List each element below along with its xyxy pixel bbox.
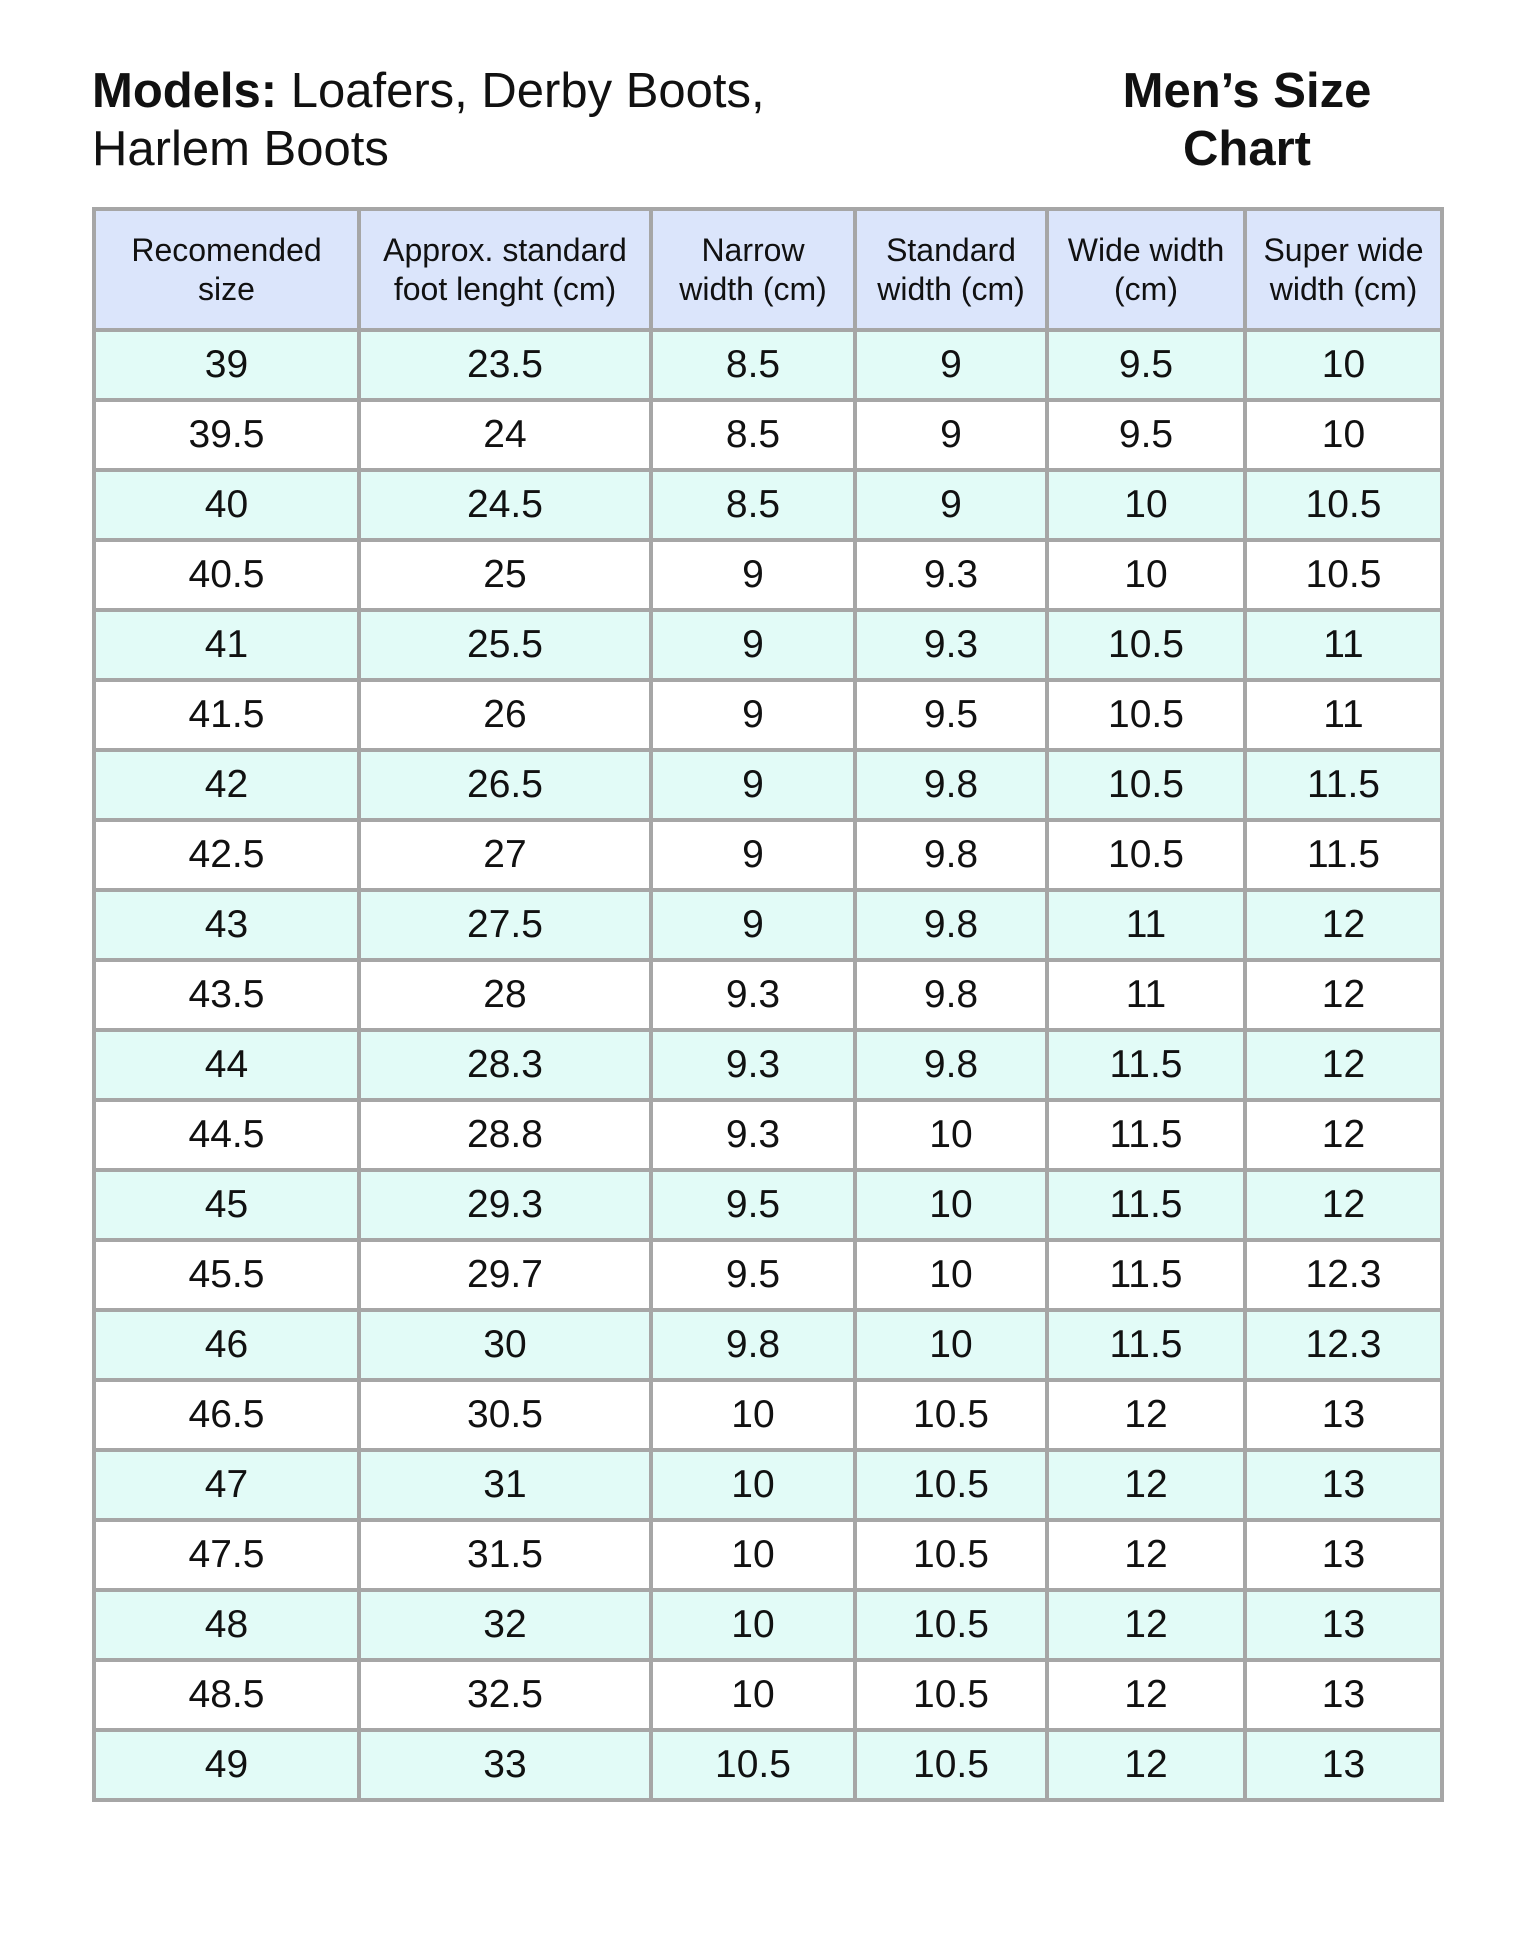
- cell-standard-width: 9: [855, 400, 1047, 470]
- cell-recommended-size: 45: [94, 1170, 359, 1240]
- table-row: [94, 400, 1442, 470]
- cell-foot-length: 25.5: [359, 610, 651, 680]
- table-row: [94, 680, 1442, 750]
- cell-standard-width: 9.8: [855, 960, 1047, 1030]
- cell-super-wide-width: 10: [1245, 330, 1442, 400]
- cell-recommended-size: 41: [94, 610, 359, 680]
- models-list-line1: Loafers, Derby Boots,: [290, 64, 765, 118]
- table-row: [94, 470, 1442, 540]
- table-row: [94, 750, 1442, 820]
- cell-narrow-width: 9: [651, 820, 855, 890]
- cell-super-wide-width: 12.3: [1245, 1310, 1442, 1380]
- cell-super-wide-width: 13: [1245, 1730, 1442, 1800]
- column-header-wide-width: [1047, 209, 1245, 330]
- cell-foot-length: 27: [359, 820, 651, 890]
- cell-foot-length: 30: [359, 1310, 651, 1380]
- cell-wide-width: 12: [1047, 1450, 1245, 1520]
- column-header-line: Approx. standard: [383, 231, 627, 268]
- cell-foot-length: 29.3: [359, 1170, 651, 1240]
- table-row: [94, 1030, 1442, 1100]
- cell-standard-width: 9.3: [855, 610, 1047, 680]
- cell-foot-length: 25: [359, 540, 651, 610]
- cell-narrow-width: 9.5: [651, 1240, 855, 1310]
- cell-wide-width: 11: [1047, 890, 1245, 960]
- document-header: [92, 62, 1442, 192]
- cell-narrow-width: 9.8: [651, 1310, 855, 1380]
- table-row: [94, 1590, 1442, 1660]
- cell-wide-width: 9.5: [1047, 400, 1245, 470]
- cell-standard-width: 10.5: [855, 1450, 1047, 1520]
- cell-wide-width: 10.5: [1047, 610, 1245, 680]
- table-row: [94, 1310, 1442, 1380]
- models-text: [92, 62, 765, 178]
- cell-recommended-size: 44: [94, 1030, 359, 1100]
- cell-narrow-width: 10.5: [651, 1730, 855, 1800]
- cell-narrow-width: 9: [651, 540, 855, 610]
- cell-foot-length: 26.5: [359, 750, 651, 820]
- cell-recommended-size: 42.5: [94, 820, 359, 890]
- table-row: [94, 890, 1442, 960]
- cell-narrow-width: 10: [651, 1660, 855, 1730]
- cell-wide-width: 12: [1047, 1520, 1245, 1590]
- cell-recommended-size: 43: [94, 890, 359, 960]
- cell-super-wide-width: 12: [1245, 890, 1442, 960]
- table-row: [94, 540, 1442, 610]
- cell-recommended-size: 42: [94, 750, 359, 820]
- cell-standard-width: 9.8: [855, 820, 1047, 890]
- cell-recommended-size: 46: [94, 1310, 359, 1380]
- cell-foot-length: 28.3: [359, 1030, 651, 1100]
- table-row: [94, 960, 1442, 1030]
- cell-narrow-width: 9: [651, 890, 855, 960]
- cell-foot-length: 31.5: [359, 1520, 651, 1590]
- cell-narrow-width: 9.5: [651, 1170, 855, 1240]
- cell-super-wide-width: 13: [1245, 1450, 1442, 1520]
- cell-recommended-size: 49: [94, 1730, 359, 1800]
- cell-standard-width: 10.5: [855, 1380, 1047, 1450]
- cell-super-wide-width: 13: [1245, 1380, 1442, 1450]
- cell-foot-length: 28: [359, 960, 651, 1030]
- cell-wide-width: 12: [1047, 1380, 1245, 1450]
- cell-foot-length: 27.5: [359, 890, 651, 960]
- cell-wide-width: 11.5: [1047, 1100, 1245, 1170]
- cell-recommended-size: 43.5: [94, 960, 359, 1030]
- table-row: [94, 1170, 1442, 1240]
- cell-super-wide-width: 10.5: [1245, 470, 1442, 540]
- cell-wide-width: 10: [1047, 470, 1245, 540]
- column-header-line: width (cm): [1269, 270, 1418, 307]
- cell-recommended-size: 47: [94, 1450, 359, 1520]
- cell-narrow-width: 10: [651, 1450, 855, 1520]
- cell-super-wide-width: 12: [1245, 1100, 1442, 1170]
- cell-narrow-width: 10: [651, 1520, 855, 1590]
- cell-foot-length: 29.7: [359, 1240, 651, 1310]
- cell-foot-length: 32.5: [359, 1660, 651, 1730]
- size-chart-table: [92, 207, 1444, 1802]
- table-body: [94, 330, 1442, 1800]
- cell-standard-width: 10: [855, 1310, 1047, 1380]
- column-header-line: Narrow: [701, 231, 805, 268]
- cell-recommended-size: 48: [94, 1590, 359, 1660]
- cell-foot-length: 30.5: [359, 1380, 651, 1450]
- cell-standard-width: 9.3: [855, 540, 1047, 610]
- cell-super-wide-width: 10: [1245, 400, 1442, 470]
- models-list-line2: Harlem Boots: [92, 122, 389, 176]
- cell-standard-width: 10: [855, 1240, 1047, 1310]
- column-header-line: width (cm): [679, 270, 827, 307]
- table-row: [94, 330, 1442, 400]
- cell-recommended-size: 44.5: [94, 1100, 359, 1170]
- column-header-narrow-width: [651, 209, 855, 330]
- column-header-standard-width: [855, 209, 1047, 330]
- cell-standard-width: 10.5: [855, 1730, 1047, 1800]
- column-header-super-wide-width: [1245, 209, 1442, 330]
- cell-wide-width: 10: [1047, 540, 1245, 610]
- cell-super-wide-width: 10.5: [1245, 540, 1442, 610]
- cell-standard-width: 9.8: [855, 750, 1047, 820]
- table-row: [94, 1240, 1442, 1310]
- cell-wide-width: 12: [1047, 1730, 1245, 1800]
- cell-wide-width: 12: [1047, 1660, 1245, 1730]
- cell-narrow-width: 9: [651, 680, 855, 750]
- cell-narrow-width: 9.3: [651, 960, 855, 1030]
- cell-standard-width: 10.5: [855, 1590, 1047, 1660]
- title-line2: Chart: [1183, 122, 1311, 176]
- cell-wide-width: 11: [1047, 960, 1245, 1030]
- column-header-recommended-size: [94, 209, 359, 330]
- page-title: [1122, 62, 1372, 178]
- column-header-line: (cm): [1114, 270, 1178, 307]
- cell-narrow-width: 10: [651, 1380, 855, 1450]
- table-row: [94, 1520, 1442, 1590]
- cell-foot-length: 28.8: [359, 1100, 651, 1170]
- cell-super-wide-width: 12.3: [1245, 1240, 1442, 1310]
- cell-standard-width: 9: [855, 470, 1047, 540]
- cell-super-wide-width: 11: [1245, 610, 1442, 680]
- table-row: [94, 820, 1442, 890]
- column-header-line: Recomended: [131, 231, 322, 268]
- cell-foot-length: 32: [359, 1590, 651, 1660]
- cell-standard-width: 9: [855, 330, 1047, 400]
- column-header-line: foot lenght (cm): [393, 270, 617, 307]
- cell-super-wide-width: 13: [1245, 1590, 1442, 1660]
- table-row: [94, 1660, 1442, 1730]
- cell-wide-width: 11.5: [1047, 1030, 1245, 1100]
- cell-recommended-size: 39.5: [94, 400, 359, 470]
- column-header-foot-length: [359, 209, 651, 330]
- cell-foot-length: 24.5: [359, 470, 651, 540]
- cell-super-wide-width: 12: [1245, 1170, 1442, 1240]
- cell-foot-length: 31: [359, 1450, 651, 1520]
- cell-wide-width: 11.5: [1047, 1240, 1245, 1310]
- cell-super-wide-width: 13: [1245, 1660, 1442, 1730]
- column-header-line: size: [198, 270, 255, 307]
- cell-wide-width: 11.5: [1047, 1310, 1245, 1380]
- cell-recommended-size: 40: [94, 470, 359, 540]
- table-row: [94, 610, 1442, 680]
- cell-wide-width: 10.5: [1047, 750, 1245, 820]
- cell-narrow-width: 9.3: [651, 1100, 855, 1170]
- cell-recommended-size: 41.5: [94, 680, 359, 750]
- cell-narrow-width: 10: [651, 1590, 855, 1660]
- cell-narrow-width: 9: [651, 610, 855, 680]
- cell-recommended-size: 45.5: [94, 1240, 359, 1310]
- table-header-row: [94, 209, 1442, 330]
- cell-standard-width: 10: [855, 1100, 1047, 1170]
- cell-recommended-size: 46.5: [94, 1380, 359, 1450]
- cell-foot-length: 26: [359, 680, 651, 750]
- cell-standard-width: 10.5: [855, 1520, 1047, 1590]
- column-header-line: Wide width: [1067, 231, 1225, 268]
- table-row: [94, 1450, 1442, 1520]
- cell-narrow-width: 8.5: [651, 470, 855, 540]
- cell-wide-width: 12: [1047, 1590, 1245, 1660]
- cell-standard-width: 10.5: [855, 1660, 1047, 1730]
- cell-super-wide-width: 12: [1245, 960, 1442, 1030]
- table-header: [94, 209, 1442, 330]
- cell-wide-width: 10.5: [1047, 820, 1245, 890]
- cell-narrow-width: 8.5: [651, 330, 855, 400]
- cell-wide-width: 11.5: [1047, 1170, 1245, 1240]
- cell-standard-width: 9.8: [855, 1030, 1047, 1100]
- cell-wide-width: 9.5: [1047, 330, 1245, 400]
- cell-super-wide-width: 11: [1245, 680, 1442, 750]
- cell-super-wide-width: 11.5: [1245, 820, 1442, 890]
- column-header-line: Super wide: [1263, 231, 1424, 268]
- table-row: [94, 1730, 1442, 1800]
- cell-foot-length: 24: [359, 400, 651, 470]
- table-row: [94, 1100, 1442, 1170]
- cell-super-wide-width: 13: [1245, 1520, 1442, 1590]
- cell-narrow-width: 8.5: [651, 400, 855, 470]
- cell-super-wide-width: 11.5: [1245, 750, 1442, 820]
- cell-foot-length: 33: [359, 1730, 651, 1800]
- cell-wide-width: 10.5: [1047, 680, 1245, 750]
- cell-standard-width: 10: [855, 1170, 1047, 1240]
- cell-super-wide-width: 12: [1245, 1030, 1442, 1100]
- cell-narrow-width: 9: [651, 750, 855, 820]
- column-header-line: Standard: [886, 231, 1016, 268]
- title-line1: Men’s Size: [1122, 64, 1372, 118]
- table-row: [94, 1380, 1442, 1450]
- cell-foot-length: 23.5: [359, 330, 651, 400]
- cell-standard-width: 9.5: [855, 680, 1047, 750]
- cell-recommended-size: 48.5: [94, 1660, 359, 1730]
- cell-narrow-width: 9.3: [651, 1030, 855, 1100]
- column-header-line: width (cm): [877, 270, 1025, 307]
- cell-standard-width: 9.8: [855, 890, 1047, 960]
- cell-recommended-size: 47.5: [94, 1520, 359, 1590]
- cell-recommended-size: 40.5: [94, 540, 359, 610]
- cell-recommended-size: 39: [94, 330, 359, 400]
- models-label: Models:: [92, 64, 278, 118]
